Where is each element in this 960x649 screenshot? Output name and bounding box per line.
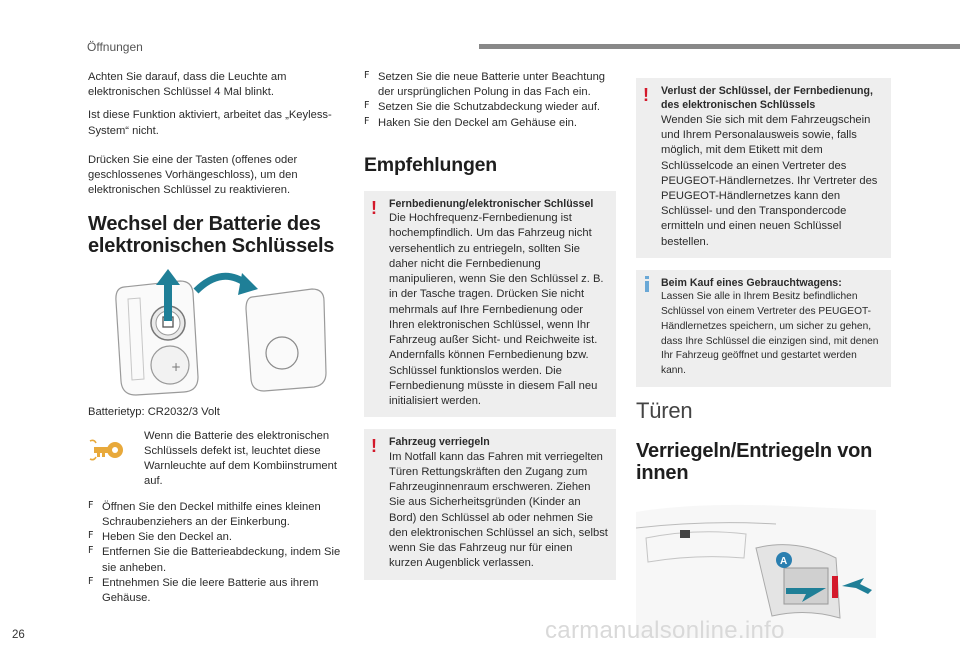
battery-steps xyxy=(88,500,344,607)
warning-exclamation-icon: ! xyxy=(371,197,377,218)
paragraph: Drücken Sie eine der Tasten (offenes oder geschlossenes Vorhängeschloss), um den elektronischen Schlüssel zu reaktivieren. xyxy=(88,153,298,197)
list-item: F Entfernen Sie die Batterieabdeckung, indem Sie sie anheben. xyxy=(88,545,344,575)
note-remote-control xyxy=(364,191,616,417)
info-icon xyxy=(644,276,650,292)
section-heading: Empfehlungen xyxy=(364,153,498,176)
column-2 xyxy=(364,70,616,592)
note-title: Fernbedienung/elektronischer Schlüssel xyxy=(389,197,594,210)
key-battery-figure xyxy=(88,267,344,399)
list-item: F Heben Sie den Deckel an. xyxy=(88,530,344,545)
note-text: Wenden Sie sich mit dem Fahrzeugschein und Ihrem Personalausweis sowie, falls möglich, mit dem Etikett mit dem Schlüsselcode an einen Vertreter des PEUGEOT-Händlernetzes. Ihr Vertreter des PEUGEOT-Händlernetzes kann den Schlüssel- und den Transpondercode ermitteln und einen neuen Schlüssel bestellen. xyxy=(661,113,878,248)
note-vehicle-lock xyxy=(364,429,616,579)
key-warning-lamp-icon xyxy=(88,429,144,490)
section-heading: Verriegeln/Entriegeln von innen xyxy=(636,439,873,485)
note-title: Fahrzeug verriegeln xyxy=(389,436,490,449)
note-text: Die Hochfrequenz-Fernbedienung ist hochempfindlich. Um das Fahrzeug nicht versehentlich zu entriegeln, sollten Sie daher nicht die Fernbedienung manipulieren, wenn Sie den Schlüssel z. B. in der Tasche tragen. Drücken Sie nicht mehrmals auf Ihre Fernbedienung oder Ihren elektronischen Schlüssel, wenn Ihr Fahrzeug außer Sicht- und Reichweite ist. Andernfalls können Fernbedienung bzw. Schlüssel funktionslos werden. Die Fernbedienung müsste in diesem Fall neu initialisiert werden. xyxy=(389,212,604,407)
note-text: Im Notfall kann das Fahren mit verriegelten Türen Rettungskräften den Zugang zum Fahrzeuginnenraum erschweren. Ziehen Sie aus Sicherheitsgründen (Kinder an Bord) den Schlüssel ab oder nehmen Sie den elektronischen Schlüssel an sich, selbst wenn Sie das Fahrzeug nur für einen kurzen Augenblick verlassen. xyxy=(389,450,608,570)
battery-illustration xyxy=(88,267,344,399)
warning-exclamation-icon: ! xyxy=(371,436,377,457)
paragraph: Achten Sie darauf, dass die Leuchte am elektronischen Schlüssel 4 Mal blinkt. xyxy=(88,71,287,99)
callout-a: A xyxy=(780,556,788,568)
section-heading: Wechsel der Batterie des elektronischen Schlüssels xyxy=(88,212,335,258)
list-item: F Setzen Sie die neue Batterie unter Beachtung der ursprünglichen Polung in das Fach ein. xyxy=(364,70,616,100)
battery-type: Batterietyp: CR2032/3 Volt xyxy=(88,406,220,419)
svg-text:+: + xyxy=(171,360,182,375)
note-title: Verlust der Schlüssel, der Fernbedienung, des elektronischen Schlüssels xyxy=(661,85,873,112)
chapter-heading: Türen xyxy=(636,398,693,424)
section-label: Öffnungen xyxy=(87,40,143,54)
warning-text: Wenn die Batterie des elektronischen Schlüssels defekt ist, leuchtet diese Warnleuchte auf dem Kombiinstrument auf. xyxy=(144,429,337,488)
battery-steps-continued xyxy=(364,70,616,131)
list-item: F Haken Sie den Deckel am Gehäuse ein. xyxy=(364,116,616,131)
note-text: Lassen Sie alle in Ihrem Besitz befindlichen Schlüssel von einem Vertreter des PEUGEOT-Händlernetzes speichern, um sicher zu gehen, dass Ihre Schlüssel die einzigen sind, mit denen Ihr Fahrzeug geöffnet und gestartet werden kann. xyxy=(661,291,879,377)
note-used-car xyxy=(636,270,891,387)
list-item: F Setzen Sie die Schutzabdeckung wieder auf. xyxy=(364,100,616,115)
warning-exclamation-icon: ! xyxy=(643,85,649,105)
note-lost-keys xyxy=(636,78,891,258)
list-item: F Entnehmen Sie die leere Batterie aus ihrem Gehäuse. xyxy=(88,576,344,606)
column-3 xyxy=(636,78,891,638)
paragraph: Ist diese Funktion aktiviert, arbeitet das „Keyless-System“ nicht. xyxy=(88,109,332,137)
column-1 xyxy=(88,70,344,606)
warning-lamp-note xyxy=(88,429,344,490)
header-bar xyxy=(479,44,960,49)
page-number: 26 xyxy=(12,629,25,641)
note-title: Beim Kauf eines Gebrauchtwagens: xyxy=(661,276,842,289)
list-item: F Öffnen Sie den Deckel mithilfe eines kleinen Schraubenziehers an der Einkerbung. xyxy=(88,500,344,530)
watermark: carmanualsonline.info xyxy=(545,617,785,644)
